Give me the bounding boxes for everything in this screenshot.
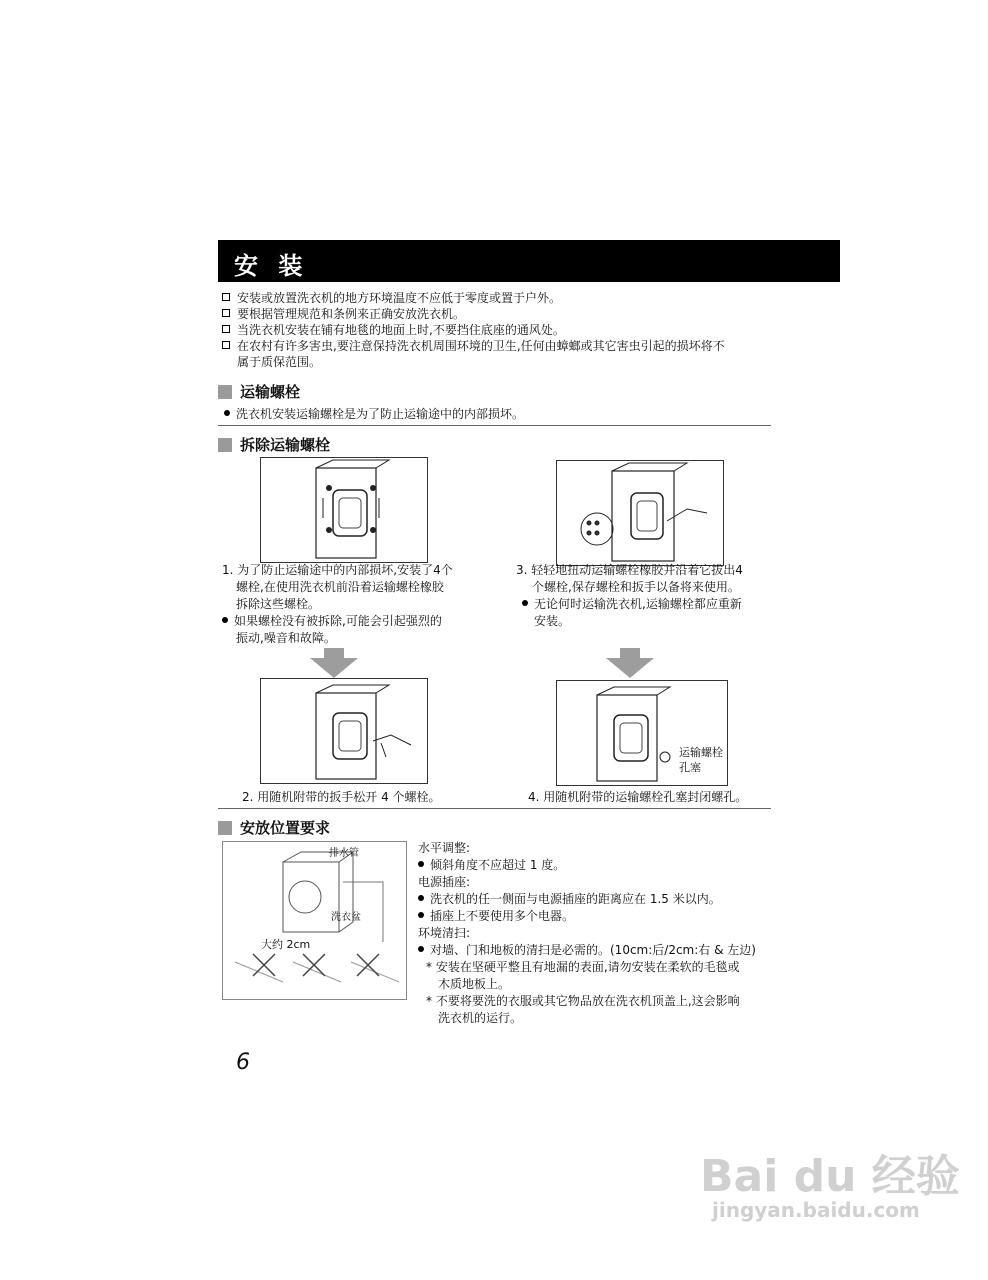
placement-illustration xyxy=(223,842,406,999)
watermark-url: jingyan.baidu.com xyxy=(712,1198,920,1222)
intro-note: 在农村有许多害虫,要注意保持洗衣机周围环境的卫生,任何由蟑螂或其它害虫引起的损坏将不 xyxy=(222,338,782,354)
power-title: 电源插座: xyxy=(418,875,471,889)
clean-bullet: 对墙、门和地板的清扫是必需的。(10cm:后/2cm:右 & 左边) xyxy=(418,942,783,959)
star-note: * 安装在坚硬平整且有地漏的表面,请勿安装在柔软的毛毯或 xyxy=(426,960,740,974)
level-bullet: 倾斜角度不应超过 1 度。 xyxy=(418,857,783,874)
step-4: 4. 用随机附带的运输螺栓孔塞封闭螺孔。 xyxy=(528,790,748,804)
figure-bolts-installed xyxy=(260,457,428,563)
washer-illustration xyxy=(261,458,427,562)
step-3: 3. 轻轻地扭动运输螺栓橡胶并沿着它拔出4 个螺栓,保存螺栓和扳手以备将来使用。 无论何时运输洗衣机,运输螺栓都应重新 安装。 xyxy=(516,563,743,628)
figure-plug-holes xyxy=(556,680,728,786)
clean-title: 环境清扫: xyxy=(418,926,471,940)
transport-bullet: 洗衣机安装运输螺栓是为了防止运输途中的内部损坏。 xyxy=(224,406,524,423)
basin-label: 洗衣盆 xyxy=(331,912,361,923)
star-note: * 不要将要洗的衣服或其它物品放在洗衣机顶盖上,这会影响 xyxy=(426,994,740,1008)
placement-text: 水平调整: 倾斜角度不应超过 1 度。 电源插座: 洗衣机的任一侧面与电源插座的距离应在 1.5 米以内。 插座上不要使用多个电器。 环境清扫: 对墙、门和地板的清扫是必需的。(10cm:后/2cm:右 & 左边) * 安装在坚硬平整且有地漏的表面,请勿安装在柔软的毛毯或 木质地板上。 * 不要将要洗的衣服或其它物品放在洗衣机顶盖上,这会影响 洗衣机的运行。 xyxy=(418,840,783,1027)
level-title: 水平调整: xyxy=(418,841,471,855)
section-header-bar xyxy=(218,240,840,282)
figure-loosen-bolts xyxy=(260,678,428,784)
page-title: 安 装 xyxy=(234,252,309,280)
intro-note: 要根据管理规范和条例来正确安放洗衣机。 xyxy=(222,306,782,322)
transport-section-title: 运输螺栓 xyxy=(218,381,300,402)
down-arrow-icon xyxy=(310,648,358,678)
plug-label: 运输螺栓 孔塞 xyxy=(679,746,723,774)
intro-note: 当洗衣机安装在铺有地毯的地面上时,不要挡住底座的通风处。 xyxy=(222,322,782,338)
washer-illustration xyxy=(557,461,723,565)
figure-placement xyxy=(222,841,407,1000)
step-3-note: 无论何时运输洗衣机,运输螺栓都应重新 xyxy=(516,596,743,613)
power-bullet: 洗衣机的任一侧面与电源插座的距离应在 1.5 米以内。 xyxy=(418,891,783,908)
divider xyxy=(218,808,771,809)
intro-notes xyxy=(222,290,782,370)
down-arrow-icon xyxy=(606,648,654,678)
placement-section-title: 安放位置要求 xyxy=(218,817,330,838)
step-1: 1. 为了防止运输途中的内部损坏,安装了4个 螺栓,在使用洗衣机前沿着运输螺栓橡胶 拆除这些螺栓。 如果螺栓没有被拆除,可能会引起强烈的 振动,噪音和故障。 xyxy=(222,563,453,645)
remove-section-title: 拆除运输螺栓 xyxy=(218,434,330,455)
intro-note: 安装或放置洗衣机的地方环境温度不应低于零度或置于户外。 xyxy=(222,290,782,306)
step-1-note: 如果螺栓没有被拆除,可能会引起强烈的 xyxy=(222,613,453,630)
figure-bolts-removed xyxy=(556,460,724,566)
step-2: 2. 用随机附带的扳手松开 4 个螺栓。 xyxy=(242,790,441,804)
watermark-logo: Bai du 经验 xyxy=(700,1151,960,1202)
power-bullet: 插座上不要使用多个电器。 xyxy=(418,908,783,925)
divider xyxy=(218,425,771,426)
washer-illustration xyxy=(557,681,673,785)
gap-label: 大约 2cm xyxy=(261,938,311,951)
washer-illustration xyxy=(261,679,427,783)
intro-note-cont: 属于质保范围。 xyxy=(237,355,322,369)
drain-label: 排水管 xyxy=(329,848,359,859)
page-number: 6 xyxy=(236,1050,250,1075)
